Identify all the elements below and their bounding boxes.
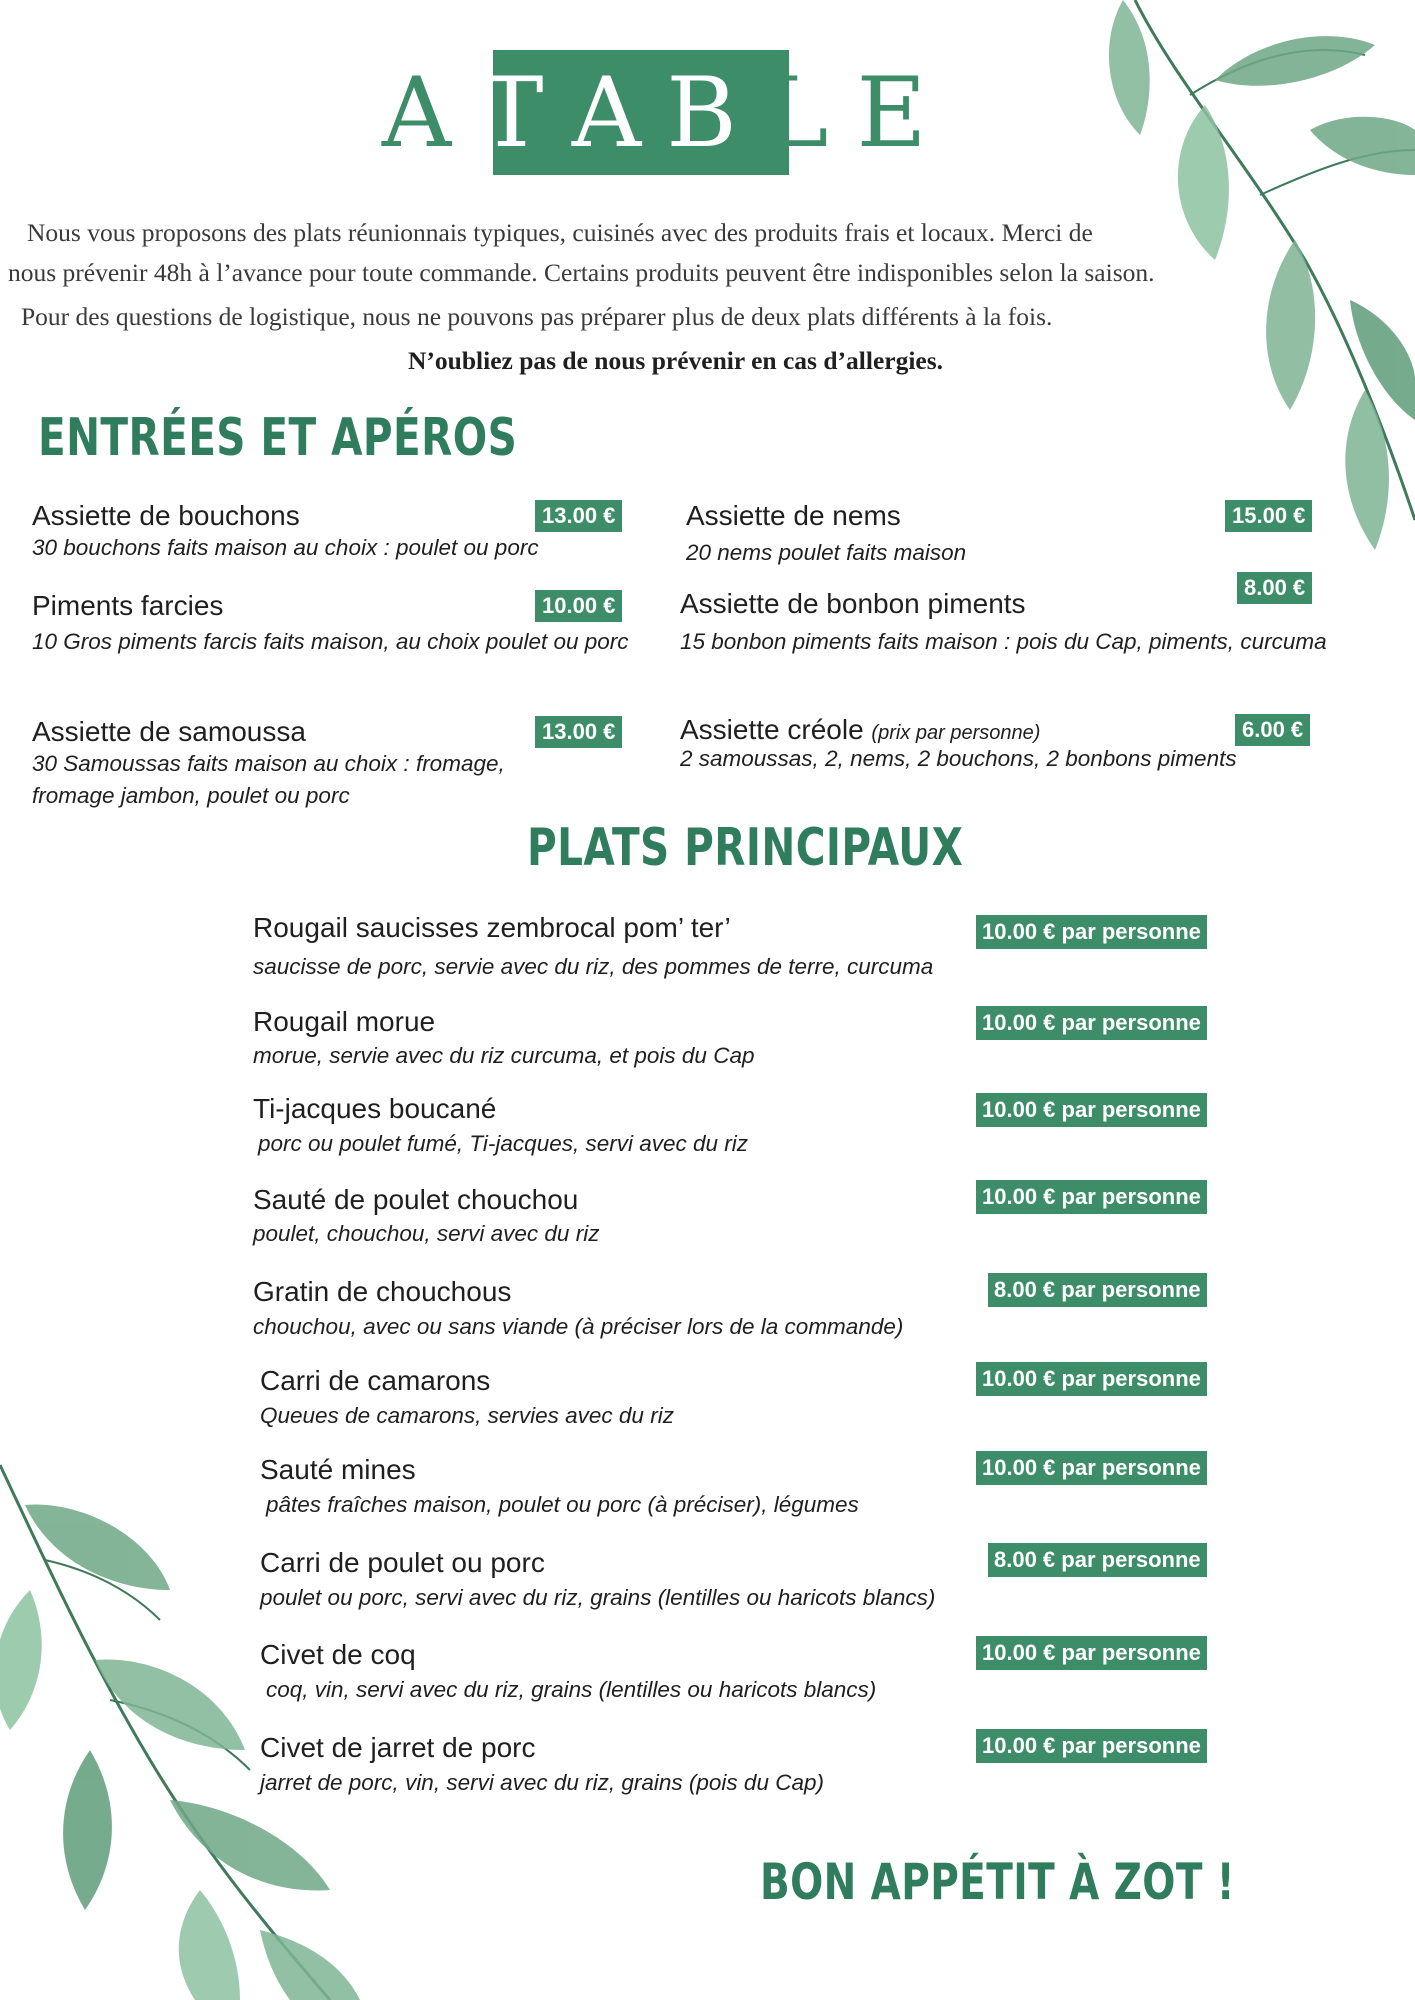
section-title-plats: PLATS PRINCIPAUX: [527, 818, 964, 878]
entree-description: 30 Samoussas faits maison au choix : fromage, fromage jambon, poulet ou porc: [32, 751, 505, 808]
entree-description: 2 samoussas, 2, nems, 2 bouchons, 2 bonbons piments: [680, 746, 1237, 771]
plat-description: jarret de porc, vin, servi avec du riz, grains (pois du Cap): [260, 1770, 824, 1795]
plat-name: Sauté de poulet chouchou: [253, 1184, 579, 1215]
plat-price: 10.00 € par personne: [976, 1636, 1207, 1670]
entree-description: 30 bouchons faits maison au choix : poulet ou porc: [32, 535, 539, 560]
plat-description: morue, servie avec du riz curcuma, et pois du Cap: [253, 1043, 755, 1068]
plat-name: Gratin de chouchous: [253, 1276, 512, 1307]
logo-letter: E: [856, 57, 949, 169]
entree-name: Assiette de samoussa: [32, 716, 306, 747]
entree-name-text: Assiette créole: [680, 714, 864, 745]
entree-price: 15.00 €: [1225, 500, 1312, 532]
plat-price: 10.00 € par personne: [976, 915, 1207, 949]
entree-description: 20 nems poulet faits maison: [686, 540, 967, 565]
allergy-notice: N’oubliez pas de nous prévenir en cas d’allergies.: [408, 346, 944, 375]
intro-line: Nous vous proposons des plats réunionnais typiques, cuisinés avec des produits frais et locaux. Merci de: [27, 218, 1093, 247]
plat-description: Queues de camarons, servies avec du riz: [260, 1403, 674, 1428]
plat-name: Ti-jacques boucané: [253, 1093, 497, 1124]
entree-name: Piments farcies: [32, 590, 224, 621]
entree-price: 6.00 €: [1235, 714, 1310, 746]
leaf-branch-bottom-left: [0, 1460, 420, 2000]
entree-name: Assiette de bonbon piments: [680, 588, 1026, 619]
plat-price: 10.00 € par personne: [976, 1180, 1207, 1214]
plat-price: 10.00 € par personne: [976, 1729, 1207, 1763]
plat-description: poulet ou porc, servi avec du riz, grains (lentilles ou haricots blancs): [260, 1585, 936, 1610]
plat-price: 10.00 € par personne: [976, 1362, 1207, 1396]
logo-letter: B: [666, 57, 759, 169]
logo-letter: T: [479, 57, 566, 169]
plat-description: pâtes fraîches maison, poulet ou porc (à préciser), légumes: [266, 1492, 859, 1517]
plat-name: Civet de coq: [260, 1639, 416, 1670]
entree-name: [680, 714, 1040, 746]
intro-line: nous prévenir 48h à l’avance pour toute commande. Certains produits peuvent être indisponibles selon la saison.: [8, 258, 1155, 287]
plat-description: saucisse de porc, servie avec du riz, des pommes de terre, curcuma: [253, 954, 934, 979]
entree-price: 10.00 €: [535, 590, 622, 622]
plat-price: 10.00 € par personne: [976, 1451, 1207, 1485]
logo-letter: A: [571, 57, 664, 169]
plat-name: Rougail morue: [253, 1006, 436, 1037]
entree-description: 10 Gros piments farcis faits maison, au choix poulet ou porc: [32, 629, 629, 654]
section-title-entrees: ENTRÉES ET APÉROS: [38, 408, 518, 468]
closing-message: BON APPÉTIT À ZOT !: [760, 1853, 1235, 1911]
intro-line: Pour des questions de logistique, nous ne pouvons pas préparer plus de deux plats différents à la fois.: [21, 302, 1053, 331]
plat-price: 10.00 € par personne: [976, 1093, 1207, 1127]
plat-description: chouchou, avec ou sans viande (à préciser lors de la commande): [253, 1314, 904, 1339]
plat-name: Civet de jarret de porc: [260, 1732, 536, 1763]
brand-logo: [380, 50, 950, 175]
plat-price: 8.00 € par personne: [988, 1273, 1207, 1307]
entree-price: 8.00 €: [1237, 572, 1312, 604]
logo-letter: L: [764, 57, 851, 169]
entree-description: 15 bonbon piments faits maison : pois du Cap, piments, curcuma: [680, 629, 1327, 654]
entree-price: 13.00 €: [535, 716, 622, 748]
plat-price: 10.00 € par personne: [976, 1006, 1207, 1040]
logo-letter: A: [381, 57, 474, 169]
plat-name: Carri de camarons: [260, 1365, 491, 1396]
plat-price: 8.00 € par personne: [988, 1543, 1207, 1577]
entree-name: Assiette de bouchons: [32, 500, 300, 531]
entree-name: Assiette de nems: [686, 500, 901, 531]
plat-description: poulet, chouchou, servi avec du riz: [253, 1221, 600, 1246]
plat-name: Carri de poulet ou porc: [260, 1547, 545, 1578]
entree-price: 13.00 €: [535, 500, 622, 532]
logo-wordmark: [380, 58, 950, 168]
entree-note: (prix par personne): [871, 722, 1041, 744]
plat-name: Rougail saucisses zembrocal pom’ ter’: [253, 912, 731, 943]
plat-description: coq, vin, servi avec du riz, grains (lentilles ou haricots blancs): [266, 1677, 877, 1702]
plat-name: Sauté mines: [260, 1454, 416, 1485]
plat-description: porc ou poulet fumé, Ti-jacques, servi avec du riz: [258, 1131, 749, 1156]
